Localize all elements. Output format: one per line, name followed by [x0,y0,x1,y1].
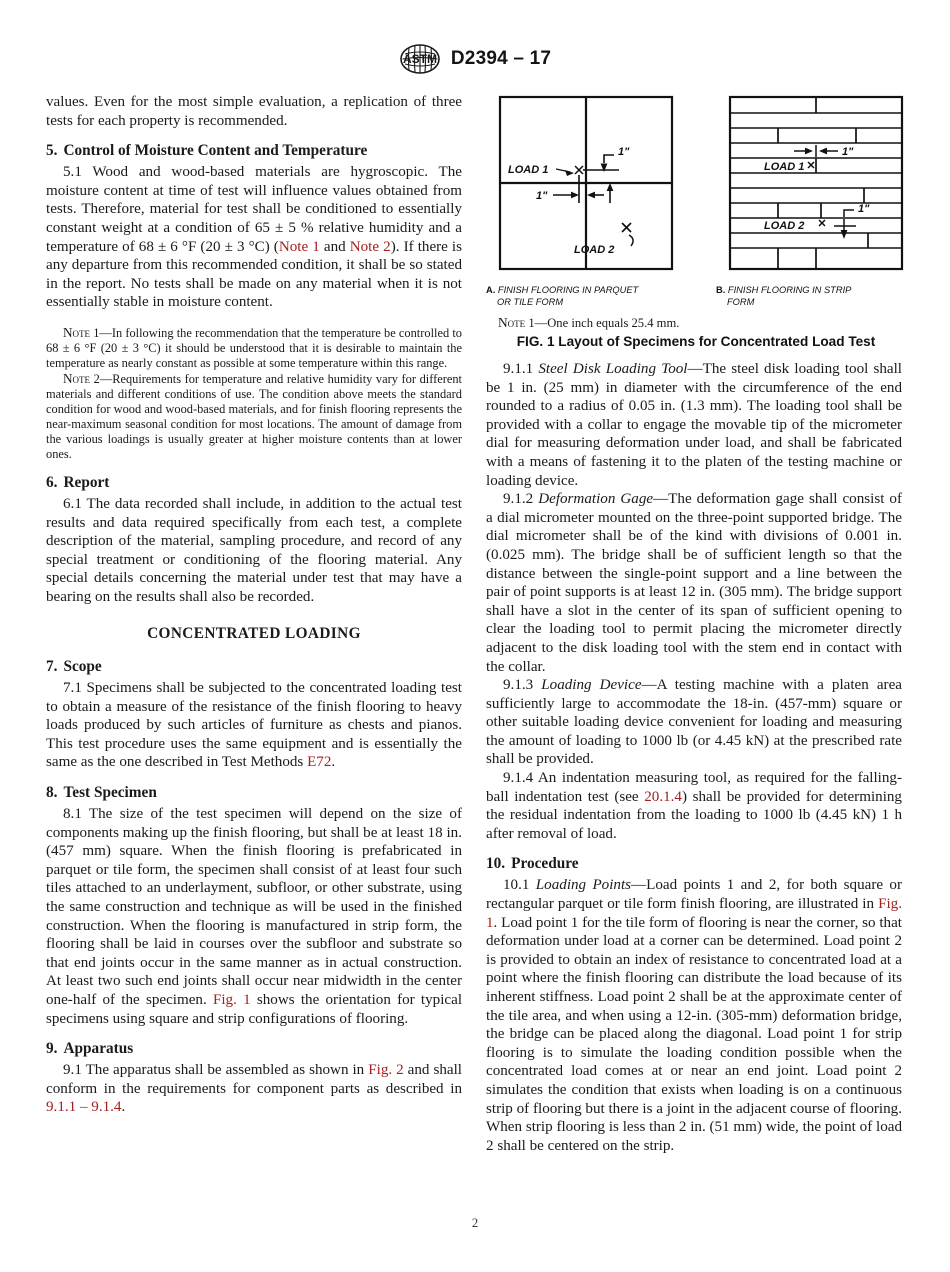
note-1-text: 1—In following the recommendation that the temperature be controlled to 68 ± 6 °F (20 ± 3 °C) it should be understood that it is desirable to maintain the temperature as nearly constant as possible at some temperature within this range. [46,325,462,370]
link-note-1[interactable]: Note 1 [278,238,320,255]
p912-number: 9.1.2 [503,491,539,508]
paragraph-8-1 [46,805,462,1028]
page-header [0,44,950,74]
paragraph-9-1-4 [486,769,902,843]
section-number-6: 6. [46,473,58,491]
p8-1-text-a: 8.1 The size of the test specimen will depend on the size of components making up the finish flooring, but shall be at least 18 in. (457 mm) square. When the finish flooring is prefabricated in parquet or tile form, the specimen shall consist of at least four such tiles attached to an underlayment, subfloor, or other substrate, using the same construction and technique as will be used in the finished construction. When the flooring is manufactured in strip form, the flooring shall be laid in courses over the subfloor and substrate so that end joints occur in the same manner as in actual construction. At least two such end joints shall occur near midwidth in the center one-half of the specimen. [46,806,462,1008]
p914-text-a: 9.1.4 An indentation measuring tool, as required for the falling-ball indentation test (see [486,770,902,805]
svg-text:ASTM: ASTM [402,52,437,66]
section-number-10: 10. [486,855,506,873]
section-title-6: Report [63,473,110,491]
load-1-label-b: LOAD 1 [764,161,805,173]
note-2-label: Note [63,370,91,386]
note-2 [46,371,462,462]
paragraph-9-1-1 [486,360,902,490]
section-heading-10 [486,854,902,873]
p913-body: —A testing machine with a platen area sufficiently large to accommodate the 18-in. (457-mm) square or other suitable loading device convenient for loading and measuring the amount of loading to 1000 lb (or 4.45 kN) at the prescribed rate shall be provided. [486,677,902,768]
parquet-diagram [486,93,676,275]
paragraph-7-1 [46,679,462,772]
dim-b-1-label: 1" [842,146,854,158]
p9-1-text-b: and shall conform in the requirements for component parts as described in [46,1062,462,1097]
p913-title: Loading Device [541,677,642,694]
paragraph-10-1 [486,876,902,1155]
figure-note-text: 1—One inch equals 25.4 mm. [525,316,680,330]
left-column [46,93,462,1117]
panel-a-caption-line1: FINISH FLOORING IN PARQUET [497,285,639,295]
section-heading-9 [46,1039,462,1058]
paragraph-9-1-3 [486,676,902,769]
section-number-8: 8. [46,784,58,802]
figure-panel-a [486,93,676,308]
figure-1 [486,93,906,349]
page-number: 2 [471,1216,479,1230]
figure-panel-b-caption [716,285,906,308]
figure-panel-b [716,93,906,308]
part-heading-concentrated-loading: CONCENTRATED LOADING [147,624,361,642]
note-2-text: 2—Requirements for temperature and relative humidity vary for different materials and different conditions of use. The condition above meets the standard condition for wood and wood-based materials, and for finish flooring represents the near-maximum seasonal condition for most locations. The amount of damage from the various loadings is usually greater at higher moisture contents than at lower ones. [46,371,462,461]
p7-1-text-b: . [331,754,336,771]
load-1-label-a: LOAD 1 [508,164,549,176]
panel-b-caption-line1: FINISH FLOORING IN STRIP [727,285,852,295]
section-heading-6 [46,473,462,492]
figure-note-label: Note [498,315,526,330]
section-number-7: 7. [46,658,58,676]
p101-text-b: . Load point 1 for the tile form of flooring is near the corner, so that deformation under load at a corner can be determined. Load point 2 is provided to obtain an index of resistance to concentrated load at a point where the finish flooring can distribute the load because of its inherent stiffness. Load point 2 shall be at the approximate center of the tile area, and when using a 12-in. (305-mm) deformation bridge, the bridge can be placed along the diagonal. Load point 1 for strip flooring is to simulate the loading condition possible when the concentrated load comes at or near an end joint. Load point 2 simulates the condition that exists when loading is on a continuous strip of flooring but there is a joint in the adjacent course of flooring. When strip flooring is less than 2 in. (51 mm) wide, the point of load 2 shall be centered on the strip. [486,914,902,1154]
section-number-5: 5. [46,142,58,160]
section-title-10: Procedure [511,855,579,873]
load-2-label-b: LOAD 2 [764,220,805,232]
link-note-2[interactable]: Note 2 [349,238,391,255]
link-fig-1-left[interactable]: Fig. 1 [212,992,251,1008]
panel-a-caption-line2: OR TILE FORM [497,296,564,307]
p912-body: —The deformation gage shall consist of a dial micrometer mounted on the three-point supported bridge. The dial micrometer shall be of the kind with divisions of 0.001 in. (0.025 mm). The bridge shall be of sufficient length so that the distance between the single-point support and a line between the pair of point supports is at least 12 in. (305 mm). The bridge support shall have a slot in the center of its span of sufficient opening to clear the loading tool to permit placing the micrometer directly adjacent to the disk loading tool with the stem end in contact with the collar. [486,491,902,675]
p913-number: 9.1.3 [503,677,542,694]
p7-1-text-a: 7.1 Specimens shall be subjected to the concentrated loading test to obtain a measure of the resistance of the finish flooring to heavy loads produced by such articles of furniture as chests and pianos. This test procedure uses the same equipment and is essentially the same as the one described in Test Methods [46,680,462,771]
dim-b-2-label: 1" [858,203,870,215]
paragraph-5-1 [46,163,462,312]
section-heading-8 [46,783,462,802]
p912-title: Deformation Gage [538,491,654,508]
link-20-1-4[interactable]: 20.1.4 [644,788,682,805]
dim-top-label: 1" [618,146,630,158]
figure-caption: FIG. 1 Layout of Specimens for Concentrated Load Test [516,334,876,349]
link-fig-1-right[interactable]: Fig. 1 [486,896,902,931]
document-designation: D2394 – 17 [450,48,552,69]
p911-number: 9.1.1 [503,361,539,377]
load-2-label-a: LOAD 2 [574,244,615,256]
section-title-7: Scope [63,658,102,676]
link-9-1-1-to-9-1-4[interactable]: 9.1.1 – 9.1.4 [46,1099,122,1116]
astm-logo-icon [399,44,441,74]
p9-1-text-c: . [121,1099,126,1116]
note-1-label: Note [63,324,91,340]
section-heading-5 [46,141,462,160]
p9-1-text-a: 9.1 The apparatus shall be assembled as shown in [63,1062,369,1079]
section-title-5: Control of Moisture Content and Temperature [63,142,368,160]
figure-panel-a-caption [486,285,676,308]
strip-diagram [716,93,906,275]
panel-b-letter: B. [716,285,726,295]
p911-body: —The steel disk loading tool shall be 1 in. (25 mm) in diameter with the circumference of the end rounded to a radius of 0.05 in. (1.3 mm). The loading tool shall be provided with a collar to engage the movable tip of the micrometer dial for measuring deformation under load, and shall be fabricated with a means of fastening it to the platen of the testing machine or loading device. [486,361,902,489]
p914-text-b: ) shall be provided for determining the residual indentation from the loading to 1000 lb (4.45 kN) 1 h after removal of load. [486,788,902,842]
p101-title: Loading Points [535,877,632,894]
p8-1-text-b: shows the orientation for typical specimens using square and strip configurations of flooring. [46,992,463,1027]
p5-1-text-a: 5.1 Wood and wood-based materials are hygroscopic. The moisture content at time of test will influence values obtained from tests. Therefore, material for test shall be conditioned to essentially constant weight at a condition of 65 ± 5 % relative humidity and a temperature of 68 ± 6 °F (20 ± 3 °C) ( [46,164,462,255]
paragraph-6-1: 6.1 The data recorded shall include, in addition to the actual test results and data required specifically from each test, a complete description of the material, sampling procedure, and record of any special treatment or conditioning of the flooring material. Any special details concerning the material under test that may have a bearing on the results shall also be recorded. [46,495,462,605]
section-title-8: Test Specimen [63,784,157,802]
dim-left-label: 1" [536,190,548,202]
p5-1-text-c: ). If there is any departure from this recommended condition, it shall be so stated in the report. No tests shall be made on any material when it is not essentially stable in moisture content. [46,238,463,311]
right-column [486,360,902,1155]
section-number-9: 9. [46,1040,58,1058]
figure-panels [486,93,906,308]
paragraph-9-1 [46,1061,462,1117]
section-title-9: Apparatus [63,1040,134,1058]
paragraph-9-1-2 [486,490,902,676]
panel-b-caption-line2: FORM [727,296,755,307]
continued-paragraph: values. Even for the most simple evaluation, a replication of three tests for each property is recommended. [46,94,462,129]
figure-note [486,315,906,331]
note-1 [46,325,462,371]
section-heading-7 [46,657,462,676]
p911-title: Steel Disk Loading Tool [538,361,688,377]
link-fig-2[interactable]: Fig. 2 [368,1062,404,1079]
p101-text-a: —Load points 1 and 2, for both square or rectangular parquet or tile form finish flooring, are illustrated in [486,877,903,913]
link-e72[interactable]: E72 [307,754,332,771]
p5-1-text-b: and [319,238,350,255]
p101-number: 10.1 [503,877,536,894]
panel-a-letter: A. [486,285,496,295]
